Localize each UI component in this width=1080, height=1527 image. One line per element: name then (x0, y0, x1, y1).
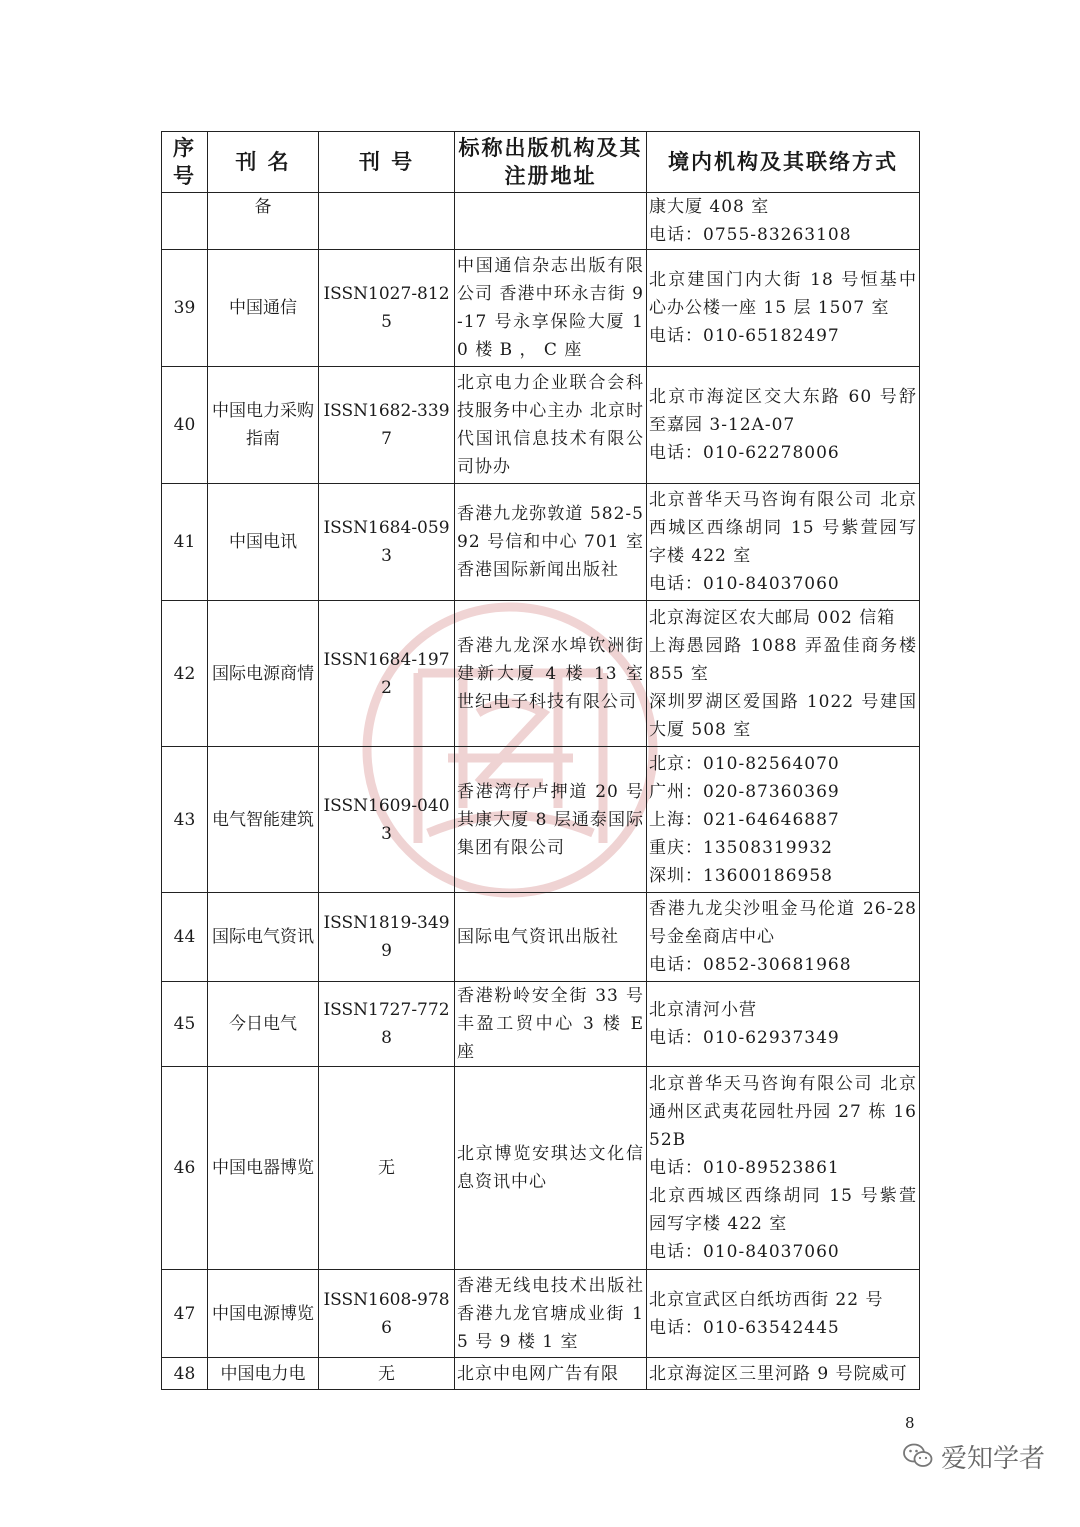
cell-publisher: 北京博览安琪达文化信息资讯中心 (455, 1067, 647, 1270)
contact-line: 上海：021-64646887 (649, 809, 840, 830)
header-seq: 序号 (162, 132, 208, 193)
cell-publisher: 香港无线电技术出版社 香港九龙官塘成业街 15 号 9 楼 1 室 (455, 1270, 647, 1358)
cell-name: 国际电气资讯 (208, 893, 319, 982)
contact-line: 电话：010-62278006 (649, 443, 840, 463)
cell-publisher: 中国通信杂志出版有限公司 香港中环永吉街 9-17 号永享保险大厦 10 楼 B ， C 座 (455, 250, 647, 367)
header-name: 刊 名 (208, 132, 319, 193)
table-row (162, 1358, 920, 1390)
table-row (162, 982, 920, 1067)
cell-name: 中国通信 (208, 250, 319, 367)
cell-name: 中国电力电 (208, 1358, 319, 1390)
table-row (162, 250, 920, 367)
contact-line: 上海愚园路 1088 弄盈佳商务楼 855 室 (649, 635, 917, 684)
cell-name: 中国电源博览 (208, 1270, 319, 1358)
cell-seq (162, 193, 208, 250)
contact-line: 北京西城区西绦胡同 15 号紫萱园写字楼 422 室 (649, 1186, 917, 1234)
cell-contact (647, 982, 920, 1067)
table-row (162, 747, 920, 893)
contact-line: 深圳罗湖区爱国路 1022 号建国大厦 508 室 (649, 691, 917, 740)
watermark-text: 爱知学者 (941, 1443, 1046, 1474)
cell-issn: ISSN1682-3397 (319, 367, 455, 484)
cell-name: 中国电讯 (208, 484, 319, 601)
contact-line: 电话：010-84037060 (649, 1242, 840, 1262)
cell-issn: ISSN1727-7728 (319, 982, 455, 1067)
header-contact: 境内机构及其联络方式 (647, 132, 920, 193)
cell-contact (647, 484, 920, 601)
header-publisher: 标称出版机构及其注册地址 (455, 132, 647, 193)
cell-publisher: 北京电力企业联合会科技服务中心主办 北京时代国讯信息技术有限公司协办 (455, 367, 647, 484)
contact-line: 北京清河小营 (649, 1000, 757, 1020)
table-row (162, 484, 920, 601)
contact-line: 电话：010-65182497 (649, 326, 840, 346)
cell-seq: 48 (162, 1358, 208, 1390)
contact-line: 电话：010-63542445 (649, 1317, 840, 1338)
cell-contact (647, 1067, 920, 1270)
cell-name: 中国电力采购指南 (208, 367, 319, 484)
cell-issn: 无 (319, 1358, 455, 1390)
cell-contact (647, 250, 920, 367)
contact-line: 电话：010-62937349 (649, 1028, 840, 1048)
cell-name: 电气智能建筑 (208, 747, 319, 893)
cell-issn (319, 193, 455, 250)
table-row (162, 367, 920, 484)
cell-issn: ISSN1684-0593 (319, 484, 455, 601)
cell-publisher: 香港湾仔卢押道 20 号其康大厦 8 层通泰国际集团有限公司 (455, 747, 647, 893)
cell-seq: 42 (162, 601, 208, 747)
wechat-icon (903, 1443, 933, 1469)
cell-publisher: 香港九龙深水埠钦洲街建新大厦 4 楼 13 室世纪电子科技有限公司 (455, 601, 647, 747)
table-row (162, 1067, 920, 1270)
cell-publisher: 香港九龙弥敦道 582-592 号信和中心 701 室香港国际新闻出版社 (455, 484, 647, 601)
cell-seq: 39 (162, 250, 208, 367)
cell-publisher: 香港粉岭安全街 33 号丰盈工贸中心 3 楼 E 座 (455, 982, 647, 1067)
watermark (903, 1436, 1045, 1476)
cell-issn: ISSN1819-3499 (319, 893, 455, 982)
cell-issn: ISSN1609-0403 (319, 747, 455, 893)
contact-line: 北京：010-82564070 (649, 753, 840, 774)
contact-line: 广州：020-87360369 (649, 781, 840, 802)
header-issn: 刊 号 (319, 132, 455, 193)
contact-line: 深圳：13600186958 (649, 865, 833, 886)
journal-table (161, 131, 920, 1390)
header-row (162, 132, 920, 193)
cell-issn: ISSN1027-8125 (319, 250, 455, 367)
cell-seq: 45 (162, 982, 208, 1067)
contact-line: 电话：010-84037060 (649, 574, 840, 594)
cell-contact (647, 601, 920, 747)
cell-name: 国际电源商情 (208, 601, 319, 747)
cell-seq: 41 (162, 484, 208, 601)
cell-issn: 无 (319, 1067, 455, 1270)
contact-line: 香港九龙尖沙咀金马伦道 26-28 号金垒商店中心 (649, 899, 917, 947)
cell-publisher (455, 193, 647, 250)
table-row (162, 1270, 920, 1358)
cell-seq: 47 (162, 1270, 208, 1358)
cell-contact (647, 893, 920, 982)
cell-contact (647, 193, 920, 250)
contact-line: 北京普华天马咨询有限公司 北京通州区武夷花园牡丹园 27 栋 1652B (649, 1074, 917, 1150)
contact-line: 北京海淀区三里河路 9 号院威可 (649, 1363, 908, 1384)
cell-contact (647, 367, 920, 484)
cell-seq: 40 (162, 367, 208, 484)
contact-line: 电话：0852-30681968 (649, 955, 852, 975)
cell-seq: 44 (162, 893, 208, 982)
cell-issn: ISSN1684-1972 (319, 601, 455, 747)
contact-line: 北京宣武区白纸坊西街 22 号 (649, 1289, 884, 1310)
cell-seq: 43 (162, 747, 208, 893)
cell-contact (647, 1358, 920, 1390)
contact-line: 北京建国门内大街 18 号恒基中心办公楼一座 15 层 1507 室 (649, 270, 917, 318)
contact-line: 北京市海淀区交大东路 60 号舒至嘉园 3-12A-07 (649, 387, 917, 435)
cell-seq: 46 (162, 1067, 208, 1270)
cell-contact (647, 1270, 920, 1358)
contact-line: 重庆：13508319932 (649, 837, 833, 858)
page-number: 8 (905, 1414, 915, 1432)
contact-line: 康大厦 408 室 (649, 197, 770, 217)
cell-name: 今日电气 (208, 982, 319, 1067)
cell-contact (647, 747, 920, 893)
table-row (162, 193, 920, 250)
table-row (162, 601, 920, 747)
cell-name: 中国电器博览 (208, 1067, 319, 1270)
cell-publisher: 北京中电网广告有限 (455, 1358, 647, 1390)
contact-line: 电话：0755-83263108 (649, 225, 852, 245)
contact-line: 北京海淀区农大邮局 002 信箱 (649, 607, 896, 628)
cell-name: 备 (208, 193, 319, 250)
cell-publisher: 国际电气资讯出版社 (455, 893, 647, 982)
contact-line: 电话：010-89523861 (649, 1158, 840, 1178)
cell-issn: ISSN1608-9786 (319, 1270, 455, 1358)
table-row (162, 893, 920, 982)
contact-line: 北京普华天马咨询有限公司 北京西城区西绦胡同 15 号紫萱园写字楼 422 室 (649, 490, 917, 566)
